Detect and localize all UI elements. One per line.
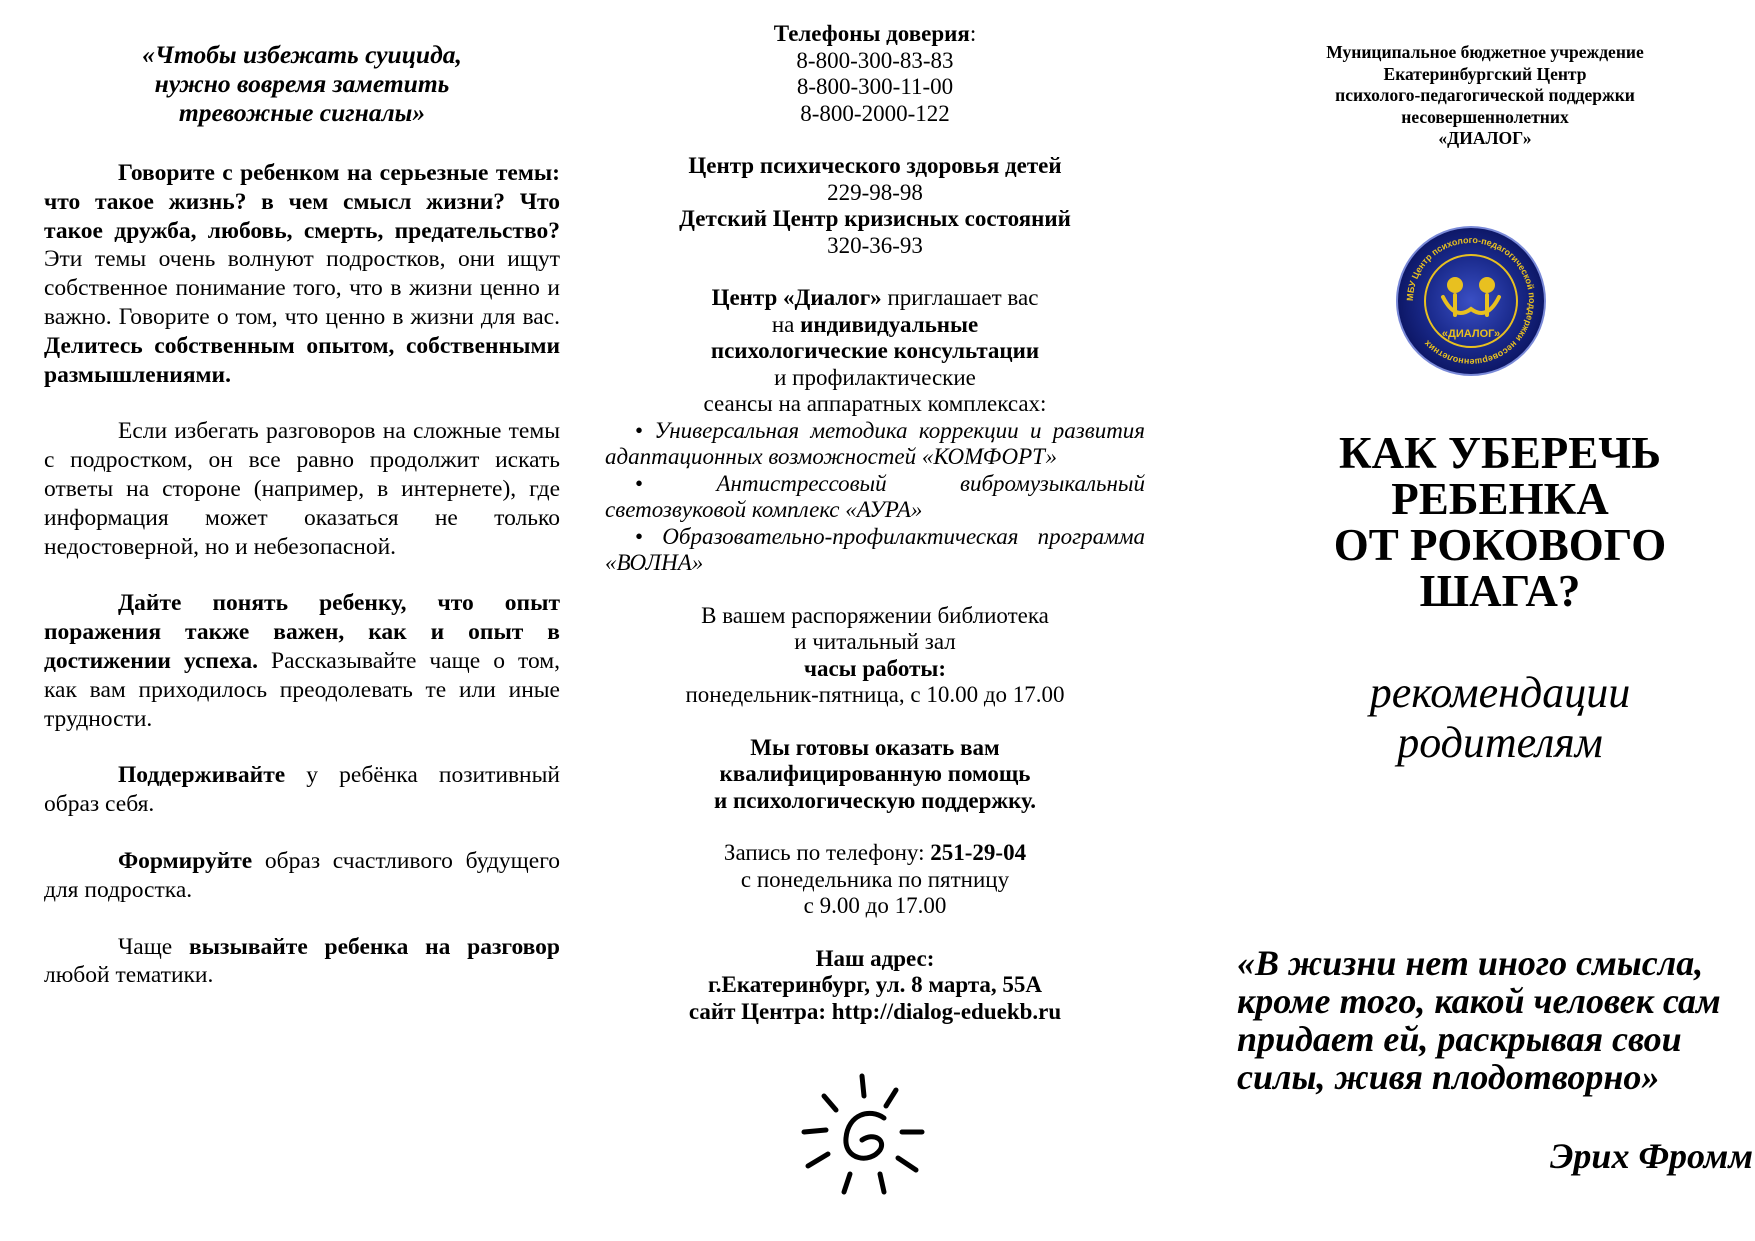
paragraph-bold: вызывайте ребенка на разговор — [188, 933, 560, 960]
hotlines-title: Телефоны доверия — [773, 21, 970, 46]
org-line: несовершеннолетних — [1401, 106, 1569, 127]
paragraph-text: у ребёнка позитивный образ себя. — [44, 762, 560, 818]
hotlines-colon: : — [969, 21, 977, 46]
hours-title: часы работы: — [804, 655, 946, 681]
invite-bold: Центр «Диалог» — [711, 285, 882, 310]
quote-line: кроме того, какой человек сам — [1237, 981, 1721, 1021]
paragraph-text: Рассказывайте чаще о том, как вам приходилось преодолевать те или иные трудности. — [44, 647, 560, 732]
ready-line: Мы готовы оказать вам — [750, 734, 1000, 760]
quote-line: «В жизни нет иного смысла, — [1237, 943, 1704, 983]
paragraph-text: Чаще — [118, 933, 189, 960]
quote — [1237, 944, 1755, 1096]
center-phone: 320-36-93 — [827, 232, 923, 258]
hotline-phone: 8-800-2000-122 — [800, 100, 950, 126]
signup-line: с 9.00 до 17.00 — [803, 893, 947, 918]
center-name: Центр психического здоровья детей — [688, 153, 1062, 178]
program-item — [605, 418, 1145, 471]
paragraph-bold: Поддерживайте — [118, 762, 286, 789]
epigraph-line: «Чтобы избежать суицида, — [142, 40, 462, 69]
org-line: психолого-педагогической поддержки — [1335, 85, 1635, 105]
library-line: В вашем распоряжении библиотека — [701, 602, 1049, 628]
signup-line — [605, 840, 1145, 867]
bullet-icon: • — [635, 523, 644, 549]
org-line: Екатеринбургский Центр — [1383, 63, 1587, 84]
ready-line: квалифицированную помощь — [719, 761, 1031, 786]
paragraph-bold: Говорите с ребенком на серьезные темы: что такое жизнь? в чем смысл жизни? Что такое дружба, любовь, смерть, предательство? — [44, 160, 560, 244]
paragraph-avoid: Если избегать разговоров на сложные темы с подростком, он все равно продолжит искать ответы на стороне (например, в интернете), где информация может оказаться не только недостоверной, но и небезопасной. — [44, 418, 560, 560]
quote-line: силы, живя плодотворно» — [1237, 1057, 1660, 1097]
logo-label: «ДИАЛОГ» — [1441, 328, 1501, 340]
quote-line: придает ей, раскрывая свои — [1237, 1019, 1682, 1059]
paragraph-bold: Формируйте — [118, 847, 253, 874]
epigraph — [44, 40, 560, 127]
subtitle-line: родителям — [1397, 718, 1603, 767]
invite-line — [605, 285, 1145, 312]
signup-phone: 251-29-04 — [930, 840, 1027, 865]
paragraph-support — [44, 761, 560, 819]
paragraph-text: любой тематики. — [44, 962, 214, 989]
library-line: и читальный зал — [794, 629, 956, 654]
epigraph-line: нужно вовремя заметить — [154, 69, 450, 98]
paragraph-future — [44, 847, 560, 905]
right-panel — [1215, 0, 1755, 1176]
title-line: ОТ РОКОВОГО — [1333, 520, 1667, 570]
quote-author: Эрих Фромм — [1549, 1136, 1753, 1176]
invite-line: сеансы на аппаратных комплексах: — [703, 391, 1047, 416]
bullet-icon: • — [635, 417, 644, 443]
org-line: «ДИАЛОГ» — [1438, 128, 1532, 148]
invite-line: психологические консультации — [710, 338, 1040, 363]
program-item — [605, 471, 1145, 524]
invite-line: и профилактические — [774, 364, 976, 390]
invite-line — [605, 312, 1145, 339]
signup-line: с понедельника по пятницу — [740, 866, 1010, 892]
organization-name — [1215, 42, 1755, 150]
paragraph-text: образ счастливого будущего для подростка. — [44, 847, 560, 903]
hotline-phone: 8-800-300-83-83 — [796, 47, 954, 73]
paragraph-conversation — [44, 933, 560, 991]
bullet-icon: • — [635, 470, 644, 496]
program-text: Универсальная методика коррекции и развития адаптационных возможностей «КОМФОРТ» — [605, 417, 1145, 469]
title-line: ШАГА? — [1419, 566, 1581, 616]
site-link[interactable]: сайт Центра: http://dialog-eduekb.ru — [688, 998, 1062, 1024]
invite-text: приглашает вас — [881, 285, 1039, 310]
paragraph-talk — [44, 159, 560, 389]
hotlines-heading — [605, 21, 1145, 48]
org-line: Муниципальное бюджетное учреждение — [1326, 42, 1644, 62]
program-text: Образовательно-профилактическая программа «ВОЛНА» — [605, 523, 1146, 575]
paragraph-failure — [44, 589, 560, 733]
middle-panel — [605, 0, 1145, 1025]
brochure-subtitle — [1215, 668, 1755, 768]
program-text: Антистрессовый вибромузыкальный светозвуковой комплекс «АУРА» — [605, 470, 1145, 522]
paragraph-text: Эти темы очень волнуют подростков, они ищут собственное понимание того, что в жизни ценно и важно. Говорите о том, что ценно в жизни для вас. — [44, 246, 560, 330]
ready-line: и психологическую поддержку. — [714, 787, 1036, 813]
paragraph-bold: Делитесь собственным опытом, собственными размышлениями. — [44, 332, 560, 388]
address-text: г.Екатеринбург, ул. 8 марта, 55А — [707, 972, 1043, 997]
center-name: Детский Центр кризисных состояний — [679, 206, 1071, 231]
address-title: Наш адрес: — [815, 945, 935, 971]
hours-text: понедельник-пятница, с 10.00 до 17.00 — [685, 682, 1065, 707]
invite-text: на — [771, 311, 801, 337]
subtitle-line: рекомендации — [1369, 668, 1631, 717]
title-line: РЕБЕНКА — [1391, 474, 1609, 524]
programs-list — [605, 418, 1145, 577]
program-item — [605, 524, 1145, 577]
sun-icon — [800, 1070, 928, 1198]
left-panel — [44, 0, 560, 990]
title-line: КАК УБЕРЕЧЬ — [1338, 428, 1662, 478]
brochure-title — [1215, 430, 1755, 614]
invite-bold: индивидуальные — [800, 311, 979, 337]
logo — [1395, 225, 1547, 377]
hotline-phone: 8-800-300-11-00 — [796, 74, 954, 99]
epigraph-line: тревожные сигналы» — [178, 98, 426, 127]
paragraph-bold: Дайте понять ребенку, что опыт поражения также важен, как и опыт в достижении успеха. — [44, 590, 560, 674]
logo-ring-text: МБУ Центр психолого-педагогической поддержки несовершеннолетних — [1404, 234, 1538, 368]
signup-text: Запись по телефону: — [723, 840, 931, 865]
center-phone: 229-98-98 — [827, 179, 923, 205]
